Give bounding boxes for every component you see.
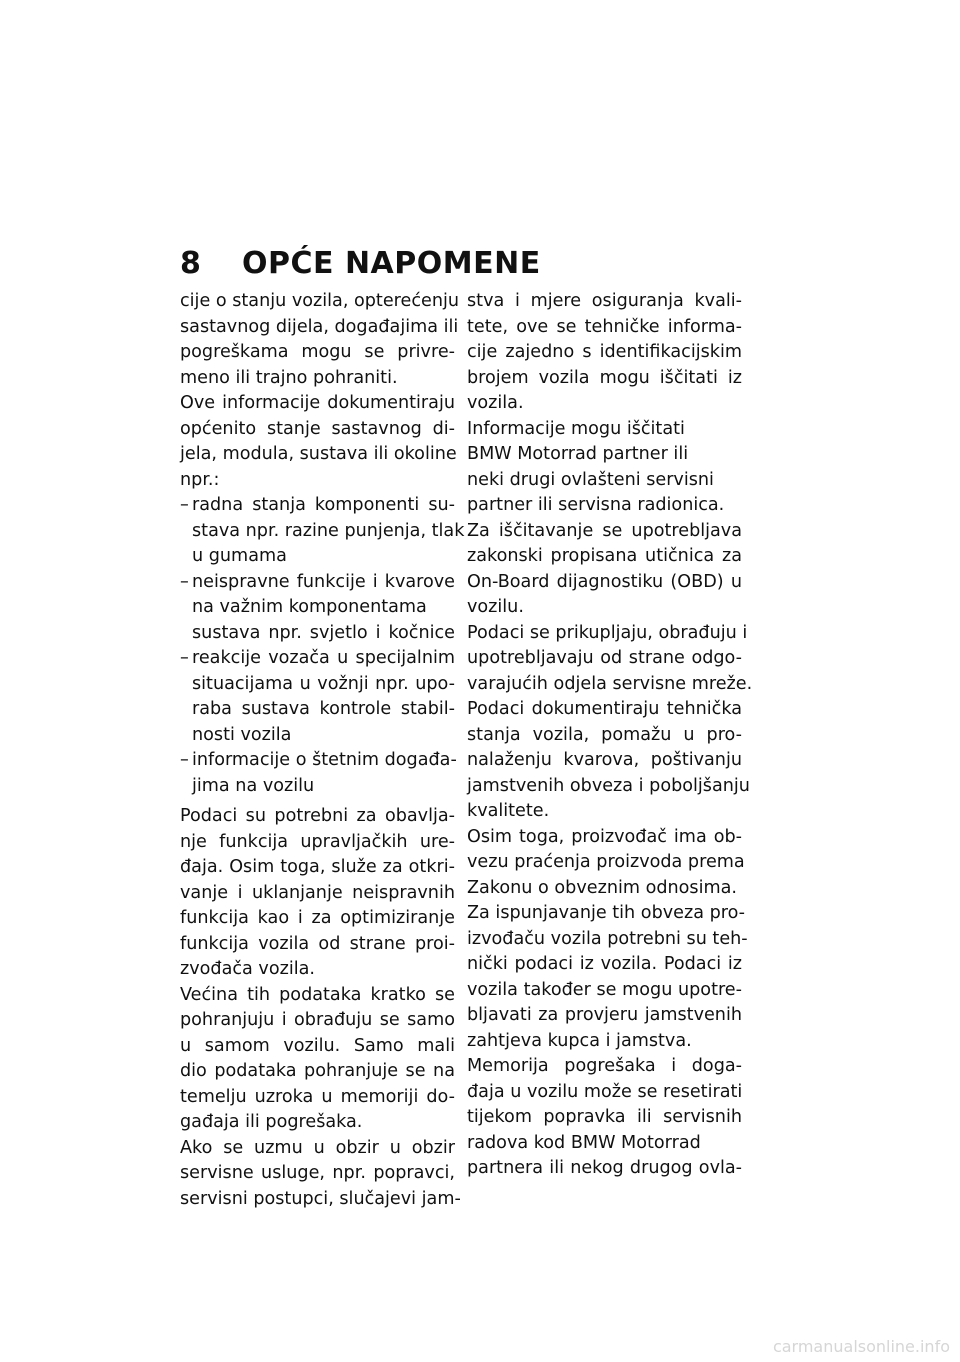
text-line: u gumama bbox=[192, 546, 287, 566]
text-line: gađaja ili pogrešaka. bbox=[180, 1112, 363, 1132]
text-line: zakonski propisana utičnica za bbox=[467, 546, 742, 566]
text-line: zvođača vozila. bbox=[180, 959, 315, 979]
text-line: neispravne funkcije i kvarove bbox=[192, 571, 455, 592]
text-line: brojem vozila mogu iščitati iz bbox=[467, 367, 742, 388]
dash-bullet: – bbox=[180, 571, 189, 592]
text-line: meno ili trajno pohraniti. bbox=[180, 367, 398, 388]
text-line: đaja u vozilu može se resetirati bbox=[467, 1081, 743, 1102]
right-column bbox=[467, 289, 753, 1182]
text-line: nosti vozila bbox=[192, 724, 292, 745]
text-line: Osim toga, proizvođač ima ob- bbox=[467, 826, 742, 847]
text-line: đaja. Osim toga, služe za otkri- bbox=[180, 857, 455, 877]
text-line: sastavnog dijela, događajima ili bbox=[180, 316, 459, 337]
chapter-title: OPĆE NAPOMENE bbox=[242, 246, 541, 281]
text-line: stva i mjere osiguranja kvali- bbox=[467, 291, 742, 311]
text-line: sustava npr. svjetlo i kočnice bbox=[192, 622, 455, 643]
text-line: npr.: bbox=[180, 469, 220, 490]
text-line: pogreškama mogu se privre- bbox=[180, 342, 455, 362]
text-line: Većina tih podataka kratko se bbox=[180, 984, 455, 1005]
paragraph bbox=[180, 289, 460, 391]
text-line: raba sustava kontrole stabil- bbox=[192, 699, 455, 719]
text-line: vozila također se mogu upotre- bbox=[467, 979, 742, 1000]
text-line: temelju uzroka u memoriji do- bbox=[180, 1086, 455, 1107]
text-line: stanja vozila, pomažu u pro- bbox=[467, 724, 742, 745]
text-line: BMW Motorrad partner ili bbox=[467, 444, 689, 464]
text-line: na važnim komponentama bbox=[192, 597, 427, 617]
text-line: vanje i uklanjanje neispravnih bbox=[180, 882, 455, 903]
text-line: Za ispunjavanje tih obveza pro- bbox=[467, 903, 746, 923]
paragraph bbox=[467, 417, 742, 519]
list-item bbox=[180, 646, 455, 748]
text-line: nalaženju kvarova, poštivanju bbox=[467, 750, 742, 770]
dash-bullet: – bbox=[180, 495, 189, 515]
paragraph bbox=[180, 1136, 461, 1213]
text-line: općenito stanje sastavnog di- bbox=[180, 418, 455, 439]
text-line: Za iščitavanje se upotrebljava bbox=[467, 520, 742, 541]
text-line: radova kod BMW Motorrad bbox=[467, 1132, 701, 1153]
bullet-list bbox=[180, 493, 465, 799]
text-line: neki drugi ovlašteni servisni bbox=[467, 469, 714, 490]
text-line: partner ili servisna radionica. bbox=[467, 495, 725, 515]
paragraph bbox=[467, 621, 753, 698]
chapter-header bbox=[180, 244, 541, 284]
text-line: pohranjuju i obrađuju se samo bbox=[180, 1010, 455, 1030]
text-line: jela, modula, sustava ili okoline bbox=[180, 444, 457, 464]
text-line: funkcija vozila od strane proi- bbox=[180, 933, 455, 954]
text-line: situacijama u vožnji npr. upo- bbox=[192, 673, 455, 694]
paragraph bbox=[180, 391, 455, 493]
paragraph bbox=[467, 825, 748, 1055]
text-line: zahtjeva kupca i jamstva. bbox=[467, 1030, 692, 1051]
text-line: vozila. bbox=[467, 393, 524, 413]
text-line: Podaci su potrebni za obavlja- bbox=[180, 806, 455, 826]
text-line: funkcija kao i za optimiziranje bbox=[180, 908, 455, 928]
paragraph bbox=[467, 697, 750, 825]
text-line: cije o stanju vozila, opterećenju bbox=[180, 291, 460, 311]
text-line: vozilu. bbox=[467, 597, 524, 617]
text-line: informacije o štetnim događa- bbox=[192, 750, 457, 770]
text-line: Informacije mogu iščitati bbox=[467, 418, 685, 439]
dash-bullet: – bbox=[180, 750, 189, 770]
text-line: vezu praćenja proizvoda prema bbox=[467, 852, 745, 872]
list-item bbox=[180, 493, 465, 570]
paragraph bbox=[467, 519, 742, 621]
text-line: dio podataka pohranjuje se na bbox=[180, 1061, 455, 1081]
text-line: Ove informacije dokumentiraju bbox=[180, 393, 455, 413]
text-line: Podaci se prikupljaju, obrađuju i bbox=[467, 622, 748, 643]
paragraph bbox=[467, 1054, 742, 1182]
text-line: reakcije vozača u specijalnim bbox=[192, 648, 455, 668]
paragraph bbox=[180, 983, 455, 1136]
list-item bbox=[180, 570, 455, 647]
text-line: bljavati za provjeru jamstvenih bbox=[467, 1005, 742, 1025]
text-line: jima na vozilu bbox=[192, 775, 315, 796]
text-line: stava npr. razine punjenja, tlak bbox=[192, 520, 465, 541]
text-line: kvalitete. bbox=[467, 801, 550, 821]
text-line: servisni postupci, slučajevi jam- bbox=[180, 1188, 461, 1209]
text-line: nje funkcija upravljačkih ure- bbox=[180, 831, 455, 852]
text-line: tijekom popravka ili servisnih bbox=[467, 1107, 742, 1127]
watermark-link[interactable]: carmanualsonline.info bbox=[772, 1337, 950, 1356]
paragraph bbox=[180, 804, 455, 983]
left-column bbox=[180, 289, 465, 1212]
text-line: Podaci dokumentiraju tehnička bbox=[467, 699, 742, 719]
text-line: varajućih odjela servisne mreže. bbox=[467, 673, 753, 694]
text-line: Ako se uzmu u obzir u obzir bbox=[180, 1137, 455, 1158]
text-line: tete, ove se tehničke informa- bbox=[467, 316, 742, 337]
chapter-number: 8 bbox=[180, 246, 202, 281]
text-line: servisne usluge, npr. popravci, bbox=[180, 1163, 455, 1183]
paragraph bbox=[467, 289, 742, 417]
text-line: cije zajedno s identifikacijskim bbox=[467, 342, 742, 362]
dash-bullet: – bbox=[180, 648, 189, 668]
text-line: upotrebljavaju od strane odgo- bbox=[467, 648, 742, 668]
text-line: jamstvenih obveza i poboljšanju bbox=[467, 775, 750, 796]
text-line: Zakonu o obveznim odnosima. bbox=[467, 877, 737, 898]
list-item bbox=[180, 748, 455, 799]
text-line: radna stanja komponenti su- bbox=[192, 495, 455, 515]
text-line: izvođaču vozila potrebni su teh- bbox=[467, 928, 748, 949]
text-line: partnera ili nekog drugog ovla- bbox=[467, 1158, 742, 1178]
text-line: u samom vozilu. Samo mali bbox=[180, 1035, 455, 1056]
text-line: Memorija pogrešaka i doga- bbox=[467, 1056, 742, 1076]
text-line: On-Board dijagnostiku (OBD) u bbox=[467, 571, 742, 592]
text-line: nički podaci iz vozila. Podaci iz bbox=[467, 954, 742, 974]
